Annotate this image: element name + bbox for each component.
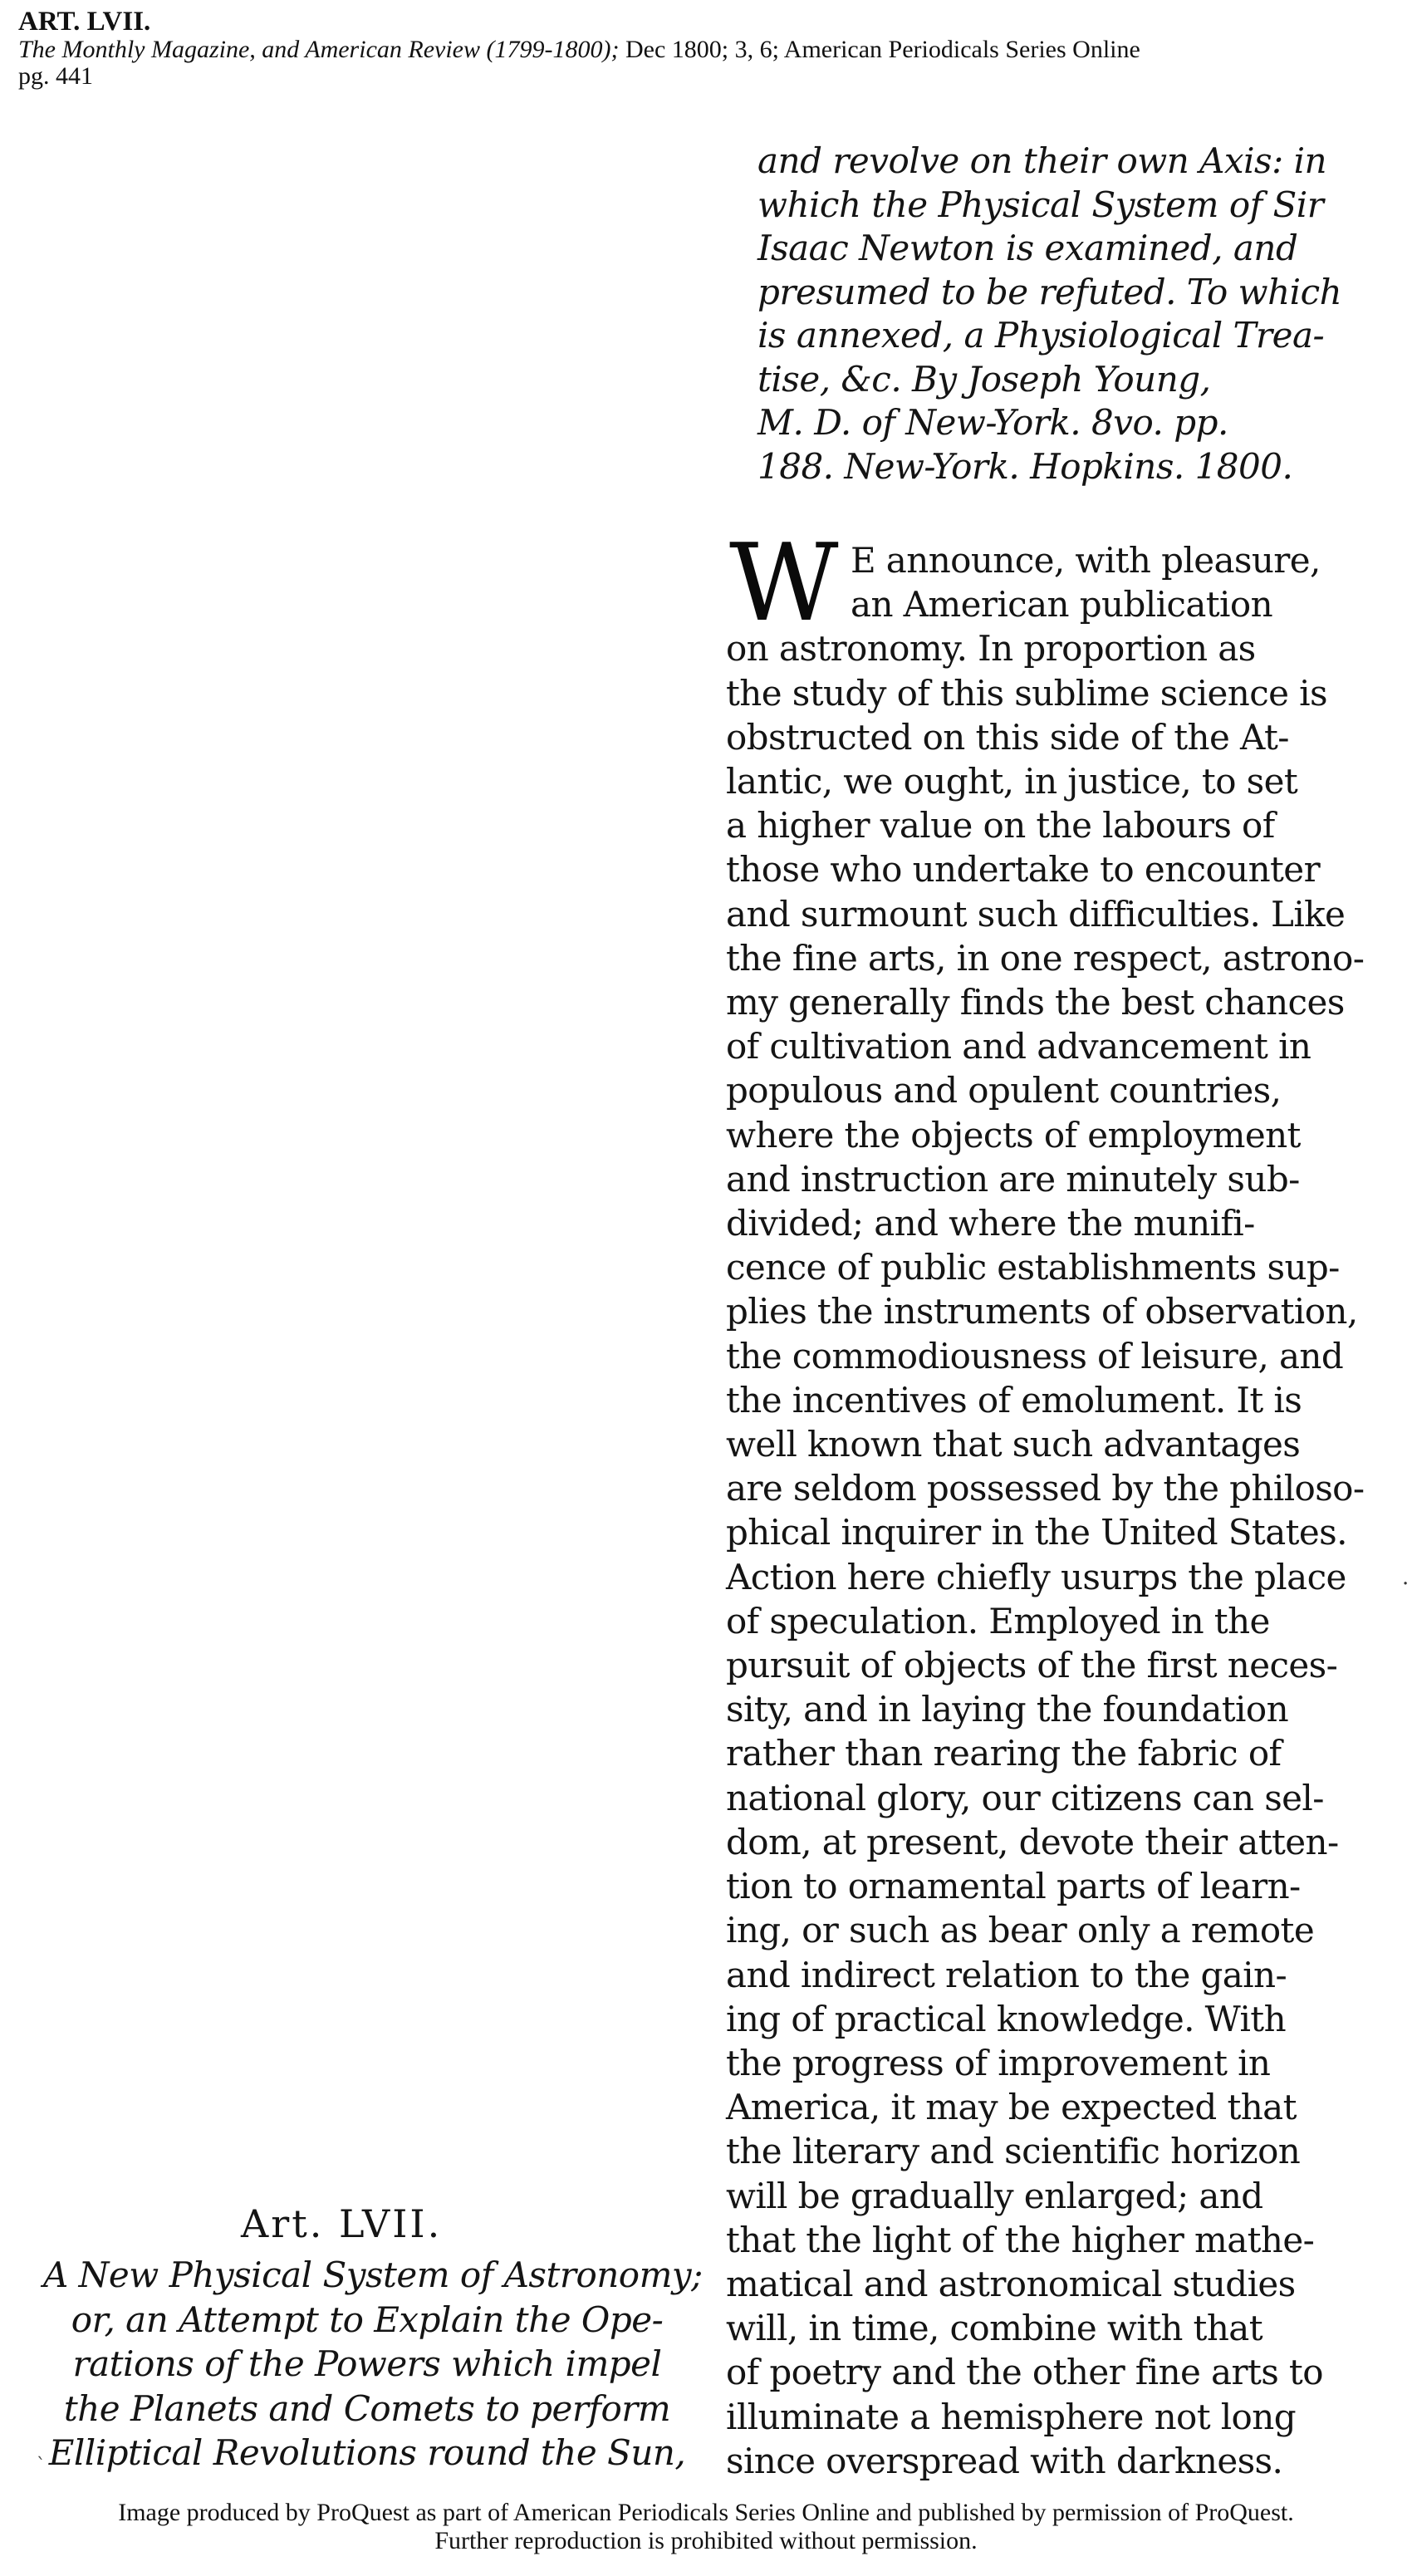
scan-speck: ` — [37, 2456, 46, 2476]
text-line: national glory, our citizens can sel- — [726, 1777, 1324, 1818]
review-body-text — [726, 522, 1365, 2483]
text-line: and revolve on their own Axis: in — [757, 140, 1327, 181]
article-heading: Art. LVII. — [241, 2201, 443, 2246]
text-line: lantic, we ought, in justice, to set — [726, 761, 1298, 802]
review-title-continuation — [757, 140, 1357, 488]
text-line: rations of the Powers which impel — [72, 2343, 662, 2384]
text-line: will, in time, combine with that — [726, 2308, 1262, 2349]
text-line: obstructed on this side of the At- — [726, 716, 1289, 758]
text-line: ing of practical knowledge. With — [726, 1998, 1287, 2039]
text-line: sity, and in laying the foundation — [726, 1689, 1289, 1730]
text-line: of poetry and the other fine arts to — [726, 2352, 1323, 2393]
text-line: the literary and scientific horizon — [726, 2131, 1301, 2172]
text-line: the commodiousness of leisure, and — [726, 1335, 1344, 1376]
text-line: divided; and where the munifi- — [726, 1203, 1255, 1244]
text-line: pursuit of objects of the first neces- — [726, 1645, 1338, 1686]
text-line: my generally finds the best chances — [726, 982, 1345, 1023]
text-line: an American publication — [851, 584, 1273, 626]
text-line: the progress of improvement in — [726, 2042, 1271, 2083]
text-line: Elliptical Revolutions round the Sun, — [48, 2432, 686, 2473]
text-line: and indirect relation to the gain- — [726, 1954, 1287, 1995]
text-line: illuminate a hemisphere not long — [726, 2396, 1296, 2437]
text-line: on astronomy. In proportion as — [726, 628, 1256, 670]
text-line: Isaac Newton is examined, and — [757, 228, 1298, 268]
footer-reproduction-line: Further reproduction is prohibited without permission. — [434, 2527, 978, 2554]
text-line: and instruction are minutely sub- — [726, 1158, 1300, 1200]
text-line: M. D. of New-York. 8vo. pp. — [757, 402, 1228, 443]
citation-header — [18, 7, 1397, 90]
text-line: that the light of the higher mathe- — [726, 2219, 1315, 2260]
text-line: well known that such advantages — [726, 1424, 1301, 1465]
text-line: of speculation. Employed in the — [726, 1600, 1270, 1641]
text-line: A New Physical System of Astronomy; — [43, 2255, 703, 2295]
article-number: ART. LVII. — [18, 7, 151, 37]
text-line: 188. New-York. Hopkins. 1800. — [757, 445, 1293, 487]
text-line: dom, at present, devote their atten- — [726, 1821, 1339, 1862]
text-line: where the objects of employment — [726, 1114, 1301, 1156]
text-line: ing, or such as bear only a remote — [726, 1910, 1315, 1951]
text-line: America, it may be expected that — [726, 2087, 1297, 2128]
text-line: presumed to be refuted. To which — [757, 271, 1342, 312]
text-line: phical inquirer in the United States. — [726, 1512, 1347, 1553]
text-line: the study of this sublime science is — [726, 672, 1327, 714]
footer-permission-line: Image produced by ProQuest as part of American Periodicals Series Online and published by permission of ProQuest. — [118, 2499, 1294, 2526]
source-citation — [18, 37, 1397, 63]
text-line: a higher value on the labours of — [726, 805, 1275, 846]
text-line: will be gradually enlarged; and — [726, 2175, 1263, 2216]
text-line: plies the instruments of observation, — [726, 1291, 1358, 1332]
text-line: populous and opulent countries, — [726, 1070, 1282, 1111]
issue-details: Dec 1800; 3, 6; American Periodicals Series Online — [619, 36, 1140, 63]
text-line: are seldom possessed by the philoso- — [726, 1468, 1365, 1509]
text-line: cence of public establishments sup- — [726, 1247, 1340, 1288]
text-line: or, an Attempt to Explain the Ope- — [71, 2299, 664, 2340]
text-line: which the Physical System of Sir — [757, 184, 1324, 225]
page-number: pg. 441 — [18, 62, 93, 90]
drop-cap: W — [729, 522, 839, 645]
journal-title: The Monthly Magazine, and American Review (1799-1800); — [18, 36, 620, 63]
text-line: those who undertake to encounter — [726, 849, 1321, 891]
text-line: the Planets and Comets to perform — [63, 2387, 671, 2429]
text-line: E announce, with pleasure, — [851, 540, 1321, 581]
text-line: the incentives of emolument. It is — [726, 1379, 1302, 1420]
review-title-start — [43, 2253, 703, 2475]
text-line: tise, &c. By Joseph Young, — [757, 358, 1211, 400]
text-line: matical and astronomical studies — [726, 2263, 1296, 2304]
text-line: and surmount such difficulties. Like — [726, 893, 1346, 935]
proquest-footer — [0, 2499, 1412, 2555]
text-line: rather than rearing the fabric of — [726, 1733, 1282, 1774]
text-line: since overspread with darkness. — [726, 2440, 1283, 2481]
text-line: is annexed, a Physiological Trea- — [757, 315, 1325, 356]
text-line: tion to ornamental parts of learn- — [726, 1866, 1301, 1907]
text-line: of cultivation and advancement in — [726, 1026, 1311, 1067]
text-line: the fine arts, in one respect, astrono- — [726, 937, 1365, 979]
text-line: Action here chiefly usurps the place — [726, 1556, 1346, 1597]
scan-speck: · — [1402, 1572, 1410, 1597]
